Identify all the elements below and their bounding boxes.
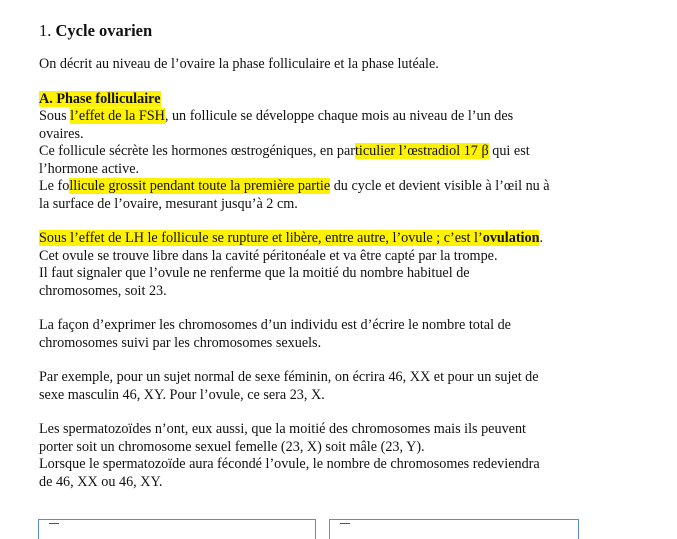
paragraph-ovule-chromosomes	[39, 265, 659, 300]
paragraph-oestrogens	[39, 143, 659, 178]
figure-box-right	[329, 519, 579, 539]
text-run: .	[539, 230, 544, 246]
ovulation-term: ovulation	[482, 230, 540, 246]
text-line: chromosomes suivi par les chromosomes sexuels.	[39, 334, 322, 351]
text-line: porter soit un chromosome sexuel femelle (23, X) soit mâle (23, Y).	[39, 438, 425, 455]
text-line: de 46, XX ou 46, XY.	[39, 473, 163, 490]
highlighted-text: l’effet de la FSH	[70, 108, 165, 124]
document-page	[39, 20, 659, 491]
subsection-heading-text: A. Phase folliculaire	[39, 90, 161, 107]
text-line: La façon d’exprimer les chromosomes d’un individu est d’écrire le nombre total de	[39, 317, 511, 333]
text-line: Les spermatozoïdes n’ont, eux aussi, que la moitié des chromosomes mais ils peuvent	[39, 421, 527, 437]
intro-paragraph: On décrit au niveau de l’ovaire la phase folliculaire et la phase lutéale.	[39, 56, 439, 72]
paragraph-chromosome-notation	[39, 317, 659, 352]
text-run: qui est	[488, 143, 530, 159]
text-line: Lorsque le spermatozoïde aura fécondé l’ovule, le nombre de chromosomes redeviendra	[39, 456, 540, 472]
highlighted-text: Sous l’effet de LH le follicule se rupture et libère, entre autre, l’ovule ; c’est l’	[39, 230, 483, 246]
text-run: la surface de l’ovaire, mesurant jusqu’à 2 cm.	[39, 195, 298, 212]
title-number: 1.	[39, 21, 52, 40]
figure-box-left	[38, 519, 316, 539]
paragraph-example	[39, 369, 659, 404]
text-run: du cycle et devient visible à l’œil nu à	[330, 178, 550, 194]
title-text: Cycle ovarien	[55, 21, 153, 40]
text-run: , un follicule se développe chaque mois au niveau de l’un des	[164, 108, 514, 124]
text-line: chromosomes, soit 23.	[39, 282, 167, 299]
partial-glyph-icon	[340, 523, 350, 529]
paragraph-fecundation	[39, 456, 659, 491]
highlighted-text: ticulier l’œstradiol 17 β	[354, 143, 489, 159]
text-run: Sous	[39, 108, 71, 124]
text-run: Ce follicule sécrète les hormones œstrogéniques, en par	[39, 143, 355, 159]
paragraph-fsh	[39, 108, 659, 143]
highlighted-text: llicule grossit pendant toute la première partie	[69, 178, 331, 194]
text-run: ovaires.	[39, 125, 84, 142]
paragraph-ovule-free: Cet ovule se trouve libre dans la cavité péritonéale et va être capté par la trompe.	[39, 247, 498, 264]
text-line: sexe masculin 46, XY. Pour l’ovule, ce sera 23, X.	[39, 386, 325, 403]
subsection-heading	[39, 91, 659, 109]
text-line: Par exemple, pour un sujet normal de sexe féminin, on écrira 46, XX et pour un sujet de	[39, 369, 539, 385]
text-line: Il faut signaler que l’ovule ne renferme que la moitié du nombre habituel de	[39, 265, 470, 281]
partial-glyph-icon	[49, 523, 59, 529]
paragraph-spermatozoa	[39, 421, 659, 456]
text-run: l’hormone active.	[39, 160, 140, 177]
paragraph-follicle-growth	[39, 178, 659, 213]
paragraph-ovulation	[39, 230, 659, 248]
text-run: Le fo	[39, 178, 70, 194]
section-title	[39, 20, 659, 42]
